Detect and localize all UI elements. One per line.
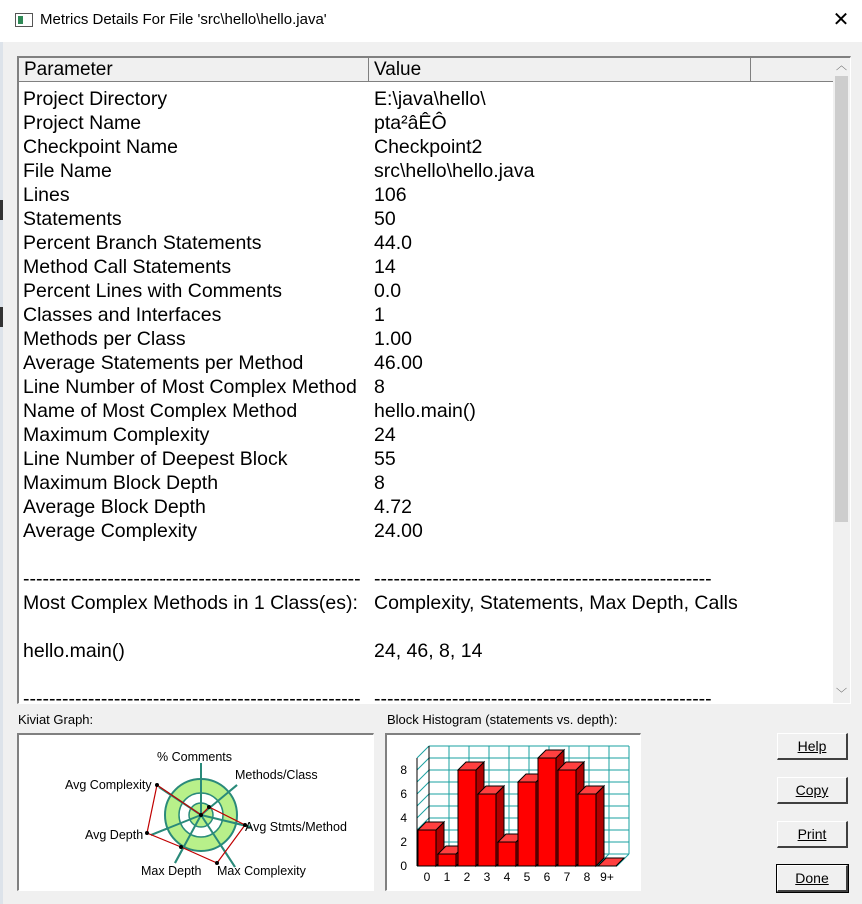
value-cell: 106 <box>374 184 407 206</box>
parameter-cell: Line Number of Deepest Block <box>23 448 288 470</box>
table-row[interactable] <box>19 447 835 471</box>
scroll-up-icon[interactable]: ︿ <box>836 60 847 72</box>
value-cell: src\hello\hello.java <box>374 160 535 182</box>
histogram-side-gridline <box>417 770 429 782</box>
table-row[interactable] <box>19 255 835 279</box>
histogram-side-gridline <box>417 806 429 818</box>
histogram-y-tick-label: 0 <box>400 859 407 873</box>
title-bar <box>0 0 862 42</box>
histogram-y-tick-label: 8 <box>400 763 407 777</box>
vertical-scrollbar[interactable] <box>833 58 850 703</box>
parameter-cell: Project Directory <box>23 88 168 110</box>
histogram-x-tick-label: 9+ <box>600 870 614 884</box>
value-cell: Complexity, Statements, Max Depth, Calls <box>374 592 738 614</box>
print-button[interactable]: Print <box>777 821 848 848</box>
parameter-cell: Percent Lines with Comments <box>23 280 283 302</box>
parameter-cell: Method Call Statements <box>23 256 232 278</box>
scroll-down-icon[interactable]: ﹀ <box>836 688 847 700</box>
parameter-cell: hello.main() <box>23 640 125 662</box>
table-row[interactable] <box>19 135 835 159</box>
histogram-side-gridline <box>417 758 429 770</box>
histogram-side-gridline <box>417 782 429 794</box>
table-row[interactable] <box>19 231 835 255</box>
kiviat-value-point <box>207 805 211 809</box>
value-cell: hello.main() <box>374 400 476 422</box>
kiviat-axis-label: Methods/Class <box>235 768 318 782</box>
histogram-x-tick-label: 2 <box>463 870 471 884</box>
value-cell: 46.00 <box>374 352 423 374</box>
histogram-bar <box>498 842 516 866</box>
window-icon <box>15 13 33 27</box>
histogram-bar <box>558 770 576 866</box>
kiviat-axis-label: % Comments <box>157 750 233 764</box>
value-cell: 50 <box>374 208 396 230</box>
value-cell: 0.0 <box>374 280 402 302</box>
table-row[interactable] <box>19 111 835 135</box>
parameter-cell: Average Block Depth <box>23 496 206 518</box>
value-cell: ---------------------------------------------------- <box>374 568 712 590</box>
kiviat-graph-label: Kiviat Graph: <box>18 712 94 727</box>
value-cell: 24.00 <box>374 520 423 542</box>
value-cell: 44.0 <box>374 232 412 254</box>
value-cell: 1.00 <box>374 328 412 350</box>
block-histogram <box>387 735 641 891</box>
kiviat-axis-label: Max Depth <box>141 864 202 878</box>
window-edge <box>0 42 3 904</box>
histogram-x-tick-label: 1 <box>443 870 451 884</box>
close-button[interactable]: ✕ <box>832 9 850 31</box>
histogram-x-tick-label: 4 <box>503 870 511 884</box>
table-row[interactable] <box>19 543 835 567</box>
table-row[interactable] <box>19 471 835 495</box>
table-row[interactable] <box>19 375 835 399</box>
value-cell: ---------------------------------------------------- <box>374 688 712 704</box>
histogram-x-tick-label: 0 <box>423 870 431 884</box>
table-row[interactable] <box>19 399 835 423</box>
histogram-x-tick-label: 8 <box>583 870 591 884</box>
help-button[interactable]: Help <box>777 733 848 760</box>
kiviat-axis-label: Max Complexity <box>217 864 306 878</box>
histogram-x-tick-label: 6 <box>543 870 551 884</box>
list-header <box>19 58 835 83</box>
column-header-value[interactable]: Value <box>369 58 751 82</box>
value-cell: 8 <box>374 472 385 494</box>
value-cell: 24 <box>374 424 396 446</box>
histogram-bar <box>578 794 596 866</box>
histogram-x-tick-label: 3 <box>483 870 491 884</box>
histogram-bar <box>478 794 496 866</box>
parameter-cell: ---------------------------------------------------- <box>23 688 361 704</box>
table-row[interactable] <box>19 495 835 519</box>
copy-button[interactable]: Copy <box>777 777 848 804</box>
histogram-side-gridline <box>417 746 429 758</box>
parameter-cell: Lines <box>23 184 70 206</box>
histogram-bar <box>458 770 476 866</box>
parameter-cell: Methods per Class <box>23 328 186 350</box>
kiviat-graph <box>19 735 374 891</box>
table-row[interactable] <box>19 639 835 663</box>
metrics-list[interactable] <box>17 56 851 704</box>
histogram-panel <box>385 733 641 891</box>
table-row[interactable] <box>19 663 835 687</box>
kiviat-axis-label: Avg Complexity <box>65 778 152 792</box>
parameter-cell: Average Statements per Method <box>23 352 304 374</box>
window-title: Metrics Details For File 'src\hello\hello.java' <box>40 11 327 28</box>
histogram-label: Block Histogram (statements vs. depth): <box>387 712 618 727</box>
histogram-bar <box>518 782 536 866</box>
table-row[interactable] <box>19 183 835 207</box>
table-row[interactable] <box>19 87 835 111</box>
histogram-y-tick-label: 6 <box>400 787 407 801</box>
parameter-cell: Checkpoint Name <box>23 136 178 158</box>
table-row[interactable] <box>19 615 835 639</box>
value-cell: 1 <box>374 304 385 326</box>
value-cell: E:\java\hello\ <box>374 88 486 110</box>
kiviat-graph-panel <box>17 733 374 891</box>
value-cell: pta²âÊÔ <box>374 112 447 134</box>
kiviat-value-point <box>179 845 183 849</box>
value-cell: 14 <box>374 256 396 278</box>
parameter-cell: Line Number of Most Complex Method <box>23 376 357 398</box>
parameter-cell: Maximum Complexity <box>23 424 210 446</box>
parameter-cell: Most Complex Methods in 1 Class(es): <box>23 592 358 614</box>
list-rows <box>19 87 835 704</box>
histogram-y-tick-label: 2 <box>400 835 407 849</box>
table-row[interactable] <box>19 591 835 615</box>
scrollbar-thumb[interactable] <box>835 76 848 522</box>
table-row[interactable] <box>19 423 835 447</box>
histogram-bar <box>438 854 456 866</box>
value-cell: 24, 46, 8, 14 <box>374 640 483 662</box>
kiviat-value-point <box>199 813 203 817</box>
parameter-cell: Maximum Block Depth <box>23 472 219 494</box>
parameter-cell: Percent Branch Statements <box>23 232 262 254</box>
parameter-cell: Name of Most Complex Method <box>23 400 298 422</box>
done-button[interactable]: Done <box>777 865 848 892</box>
column-header-parameter[interactable]: Parameter <box>19 58 369 82</box>
kiviat-value-point <box>145 831 149 835</box>
table-row[interactable] <box>19 279 835 303</box>
parameter-cell: Project Name <box>23 112 142 134</box>
parameter-cell: ---------------------------------------------------- <box>23 568 361 590</box>
table-row[interactable] <box>19 519 835 543</box>
value-cell: 55 <box>374 448 396 470</box>
table-row[interactable] <box>19 351 835 375</box>
parameter-cell: File Name <box>23 160 112 182</box>
value-cell: Checkpoint2 <box>374 136 483 158</box>
table-row[interactable] <box>19 159 835 183</box>
histogram-side-gridline <box>417 794 429 806</box>
table-row[interactable] <box>19 567 835 591</box>
table-row[interactable] <box>19 327 835 351</box>
histogram-bar <box>538 758 556 866</box>
column-header-filler <box>751 58 835 82</box>
kiviat-axis-label: Avg Stmts/Method <box>245 820 347 834</box>
kiviat-value-point <box>155 783 159 787</box>
parameter-cell: Statements <box>23 208 122 230</box>
histogram-bar <box>418 830 436 866</box>
value-cell: 4.72 <box>374 496 412 518</box>
parameter-cell: Classes and Interfaces <box>23 304 222 326</box>
histogram-y-tick-label: 4 <box>400 811 407 825</box>
histogram-bar-side <box>596 786 604 866</box>
histogram-x-tick-label: 5 <box>523 870 531 884</box>
kiviat-axis-label: Avg Depth <box>85 828 144 842</box>
parameter-cell: Average Complexity <box>23 520 198 542</box>
table-row[interactable] <box>19 207 835 231</box>
histogram-x-tick-label: 7 <box>563 870 571 884</box>
value-cell: 8 <box>374 376 385 398</box>
table-row[interactable] <box>19 687 835 704</box>
table-row[interactable] <box>19 303 835 327</box>
